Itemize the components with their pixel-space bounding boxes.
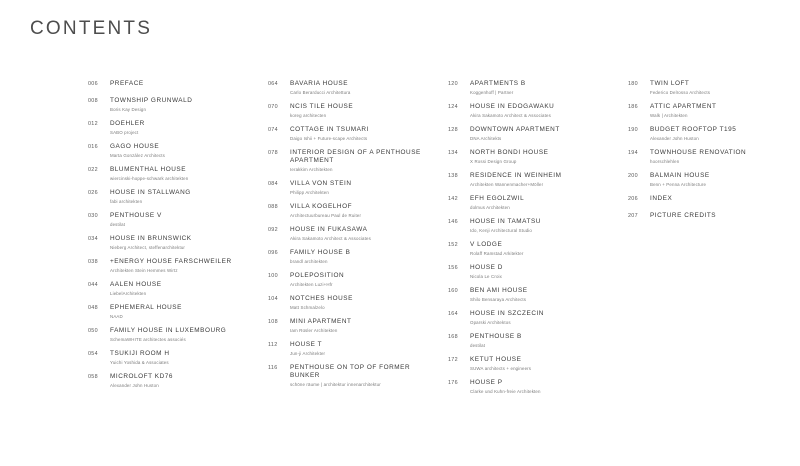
toc-entry-body <box>470 126 608 142</box>
toc-entry-title[interactable]: NCIS TILE HOUSE <box>290 103 354 110</box>
toc-entry-author: Architekten Luzi+Hfr <box>290 281 333 287</box>
toc-page-number: 070 <box>268 103 278 110</box>
toc-entry-body <box>650 212 788 222</box>
toc-page-number: 054 <box>88 350 98 357</box>
contents-column <box>448 80 608 402</box>
toc-entry-author: Alexander John Huston <box>110 382 159 388</box>
toc-entry-title[interactable]: AALEN HOUSE <box>110 281 162 288</box>
toc-entry-author: Clarke und Kuhn-freie Architekten <box>470 388 541 394</box>
toc-entry-body <box>650 149 788 165</box>
toc-entry-title[interactable]: PICTURE CREDITS <box>650 212 717 219</box>
toc-page-number: 146 <box>448 218 458 225</box>
toc-entry[interactable] <box>628 195 788 205</box>
toc-entry[interactable] <box>268 364 428 388</box>
toc-entry-author: Akira Sakamoto Architect & Associates <box>290 235 371 241</box>
toc-entry-body <box>110 281 248 297</box>
toc-page-number: 168 <box>448 333 458 340</box>
toc-entry[interactable] <box>448 241 608 257</box>
toc-entry-body <box>110 304 248 320</box>
toc-entry[interactable] <box>88 80 248 90</box>
toc-entry-body <box>290 272 428 288</box>
toc-entry[interactable] <box>448 356 608 372</box>
toc-entry-body <box>290 126 428 142</box>
toc-entry-author: SUWA architects + engineers <box>470 365 532 371</box>
toc-entry-body <box>650 126 788 142</box>
toc-entry-author: dolmus Architekten <box>470 204 510 210</box>
toc-entry[interactable] <box>268 180 428 196</box>
toc-entry-author: Walk | Architekten <box>650 112 688 118</box>
toc-entry-body <box>290 226 428 242</box>
toc-entry-title[interactable]: HOUSE IN STALLWANG <box>110 189 191 196</box>
toc-page-number: 128 <box>448 126 458 133</box>
toc-entry[interactable] <box>448 264 608 280</box>
toc-entry[interactable] <box>628 103 788 119</box>
toc-page-number: 186 <box>628 103 638 110</box>
toc-entry-author: destilat <box>470 342 486 348</box>
toc-entry-author: wiercinski-hoppe-schwark architekten <box>110 175 189 181</box>
toc-entry-author: Oparski Architektos <box>470 319 511 325</box>
toc-entry-body <box>110 235 248 251</box>
toc-entry-body <box>470 103 608 119</box>
toc-entry-author: Rolaff Ramstad Arkitekter <box>470 250 524 256</box>
toc-entry-author: LiebelArchitekten <box>110 290 147 296</box>
toc-page-number: 006 <box>88 80 98 87</box>
toc-entry-title[interactable]: BUDGET ROOFTOP T195 <box>650 126 737 133</box>
toc-entry-title[interactable]: PENTHOUSE V <box>110 212 162 219</box>
toc-entry-body <box>470 356 608 372</box>
toc-entry[interactable] <box>448 287 608 303</box>
toc-page-number: 078 <box>268 149 278 156</box>
toc-entry[interactable] <box>88 235 248 251</box>
toc-entry-author: Carlo Berarducci Architettura <box>290 89 351 95</box>
toc-page-number: 156 <box>448 264 458 271</box>
toc-entry-author: Jun-ji Architekter <box>290 350 326 356</box>
toc-entry[interactable] <box>268 226 428 242</box>
toc-entry[interactable] <box>448 149 608 165</box>
toc-entry-body <box>110 166 248 182</box>
toc-entry-author: Iam Rüsler Architekten <box>290 327 338 333</box>
toc-page-number: 064 <box>268 80 278 87</box>
toc-entry[interactable] <box>268 203 428 219</box>
toc-page-number: 172 <box>448 356 458 363</box>
toc-page-number: 012 <box>88 120 98 127</box>
toc-entry-body <box>290 80 428 96</box>
toc-entry-author: Akira Sakamoto Architect & Associates <box>470 112 551 118</box>
toc-page-number: 206 <box>628 195 638 202</box>
toc-entry-author: destilat <box>110 221 126 227</box>
toc-entry[interactable] <box>88 212 248 228</box>
toc-entry-title[interactable]: HOUSE T <box>290 341 323 348</box>
toc-entry-author: schöne räume | architektur innenarchitektur <box>290 381 381 387</box>
page-title: CONTENTS <box>30 18 153 39</box>
toc-page-number: 116 <box>268 364 278 371</box>
toc-entry[interactable] <box>628 149 788 165</box>
toc-entry[interactable] <box>88 97 248 113</box>
toc-page-number: 096 <box>268 249 278 256</box>
toc-page-number: 190 <box>628 126 638 133</box>
toc-entry-title[interactable]: HOUSE IN SZCZECIN <box>470 310 544 317</box>
toc-entry[interactable] <box>628 212 788 222</box>
toc-entry-title[interactable]: VILLA KOGELHOF <box>290 203 353 210</box>
toc-entry-body <box>290 318 428 334</box>
toc-entry[interactable] <box>88 373 248 389</box>
toc-page-number: 100 <box>268 272 278 279</box>
toc-entry[interactable] <box>268 80 428 96</box>
toc-page-number: 016 <box>88 143 98 150</box>
toc-page-number: 207 <box>628 212 638 219</box>
toc-entry-body <box>110 97 248 113</box>
toc-entry-title[interactable]: BAVARIA HOUSE <box>290 80 349 87</box>
toc-page-number: 134 <box>448 149 458 156</box>
toc-entry[interactable] <box>448 103 608 119</box>
toc-entry-author: Alexander John Huston <box>650 135 699 141</box>
toc-page-number: 058 <box>88 373 98 380</box>
toc-entry-title[interactable]: BLUMENTHAL HOUSE <box>110 166 187 173</box>
toc-entry-title[interactable]: GAGO HOUSE <box>110 143 160 150</box>
toc-entry-title[interactable]: NORTH BONDI HOUSE <box>470 149 549 156</box>
toc-entry[interactable] <box>88 166 248 182</box>
toc-entry-body <box>470 333 608 349</box>
toc-page-number: 152 <box>448 241 458 248</box>
toc-entry[interactable] <box>628 172 788 188</box>
toc-entry[interactable] <box>448 126 608 142</box>
toc-entry-body <box>470 195 608 211</box>
toc-entry[interactable] <box>268 318 428 334</box>
toc-entry[interactable] <box>88 258 248 274</box>
toc-entry-title[interactable]: VILLA VON STEIN <box>290 180 352 187</box>
toc-entry[interactable] <box>88 327 248 343</box>
toc-page-number: 038 <box>88 258 98 265</box>
toc-entry-title[interactable]: PREFACE <box>110 80 144 87</box>
toc-entry-title[interactable]: ATTIC APARTMENT <box>650 103 717 110</box>
toc-entry-author: hoorschlehlen <box>650 158 680 164</box>
toc-page-number: 030 <box>88 212 98 219</box>
toc-entry-body <box>470 149 608 165</box>
toc-entry-author: SABO project <box>110 129 139 135</box>
toc-entry-body <box>110 120 248 136</box>
toc-entry[interactable] <box>448 310 608 326</box>
toc-entry-title[interactable]: DOWNTOWN APARTMENT <box>470 126 560 133</box>
toc-entry[interactable] <box>88 143 248 159</box>
toc-entry[interactable] <box>88 350 248 366</box>
toc-entry-title[interactable]: INTERIOR DESIGN OF A PENTHOUSE APARTMENT <box>290 149 421 164</box>
toc-entry-title[interactable]: TSUKIJI ROOM H <box>110 350 170 357</box>
toc-entry[interactable] <box>448 333 608 349</box>
toc-entry-title[interactable]: TOWNSHIP GRUNWALD <box>110 97 193 104</box>
toc-page-number: 074 <box>268 126 278 133</box>
toc-entry-title[interactable]: INDEX <box>650 195 673 202</box>
toc-page-number: 034 <box>88 235 98 242</box>
contents-column <box>88 80 248 396</box>
toc-entry-body <box>470 287 608 303</box>
toc-entry[interactable] <box>268 149 428 173</box>
toc-entry-title[interactable]: +ENERGY HOUSE FARSCHWEILER <box>110 258 232 265</box>
toc-page-number: 022 <box>88 166 98 173</box>
toc-entry[interactable] <box>628 126 788 142</box>
toc-entry-title[interactable]: PENTHOUSE ON TOP OF FORMER BUNKER <box>290 364 411 379</box>
toc-page-number: 050 <box>88 327 98 334</box>
toc-entry-body <box>470 264 608 280</box>
toc-page-number: 044 <box>88 281 98 288</box>
toc-entry-body <box>650 80 788 96</box>
toc-entry[interactable] <box>268 103 428 119</box>
toc-entry[interactable] <box>268 249 428 265</box>
toc-page-number: 048 <box>88 304 98 311</box>
toc-entry[interactable] <box>268 272 428 288</box>
contents-columns <box>88 80 788 402</box>
toc-entry[interactable] <box>628 80 788 96</box>
toc-entry-title[interactable]: FAMILY HOUSE B <box>290 249 351 256</box>
toc-entry-title[interactable]: HOUSE IN TAMATSU <box>470 218 541 225</box>
toc-entry-author: Philipp Architekten <box>290 189 329 195</box>
toc-entry-author: Architekten Wannenmacher+Möller <box>470 181 544 187</box>
toc-entry-author: Daigo Ishii + Future-scape Architects <box>290 135 368 141</box>
toc-entry-author: Shilo Bensaraya Architects <box>470 296 527 302</box>
toc-entry-title[interactable]: NOTCHES HOUSE <box>290 295 353 302</box>
toc-entry[interactable] <box>268 126 428 142</box>
toc-entry-title[interactable]: COTTAGE IN TSUMARI <box>290 126 369 133</box>
toc-entry-author: Boris Kay Design <box>110 106 147 112</box>
toc-entry-author: brandl architekten <box>290 258 328 264</box>
toc-entry[interactable] <box>448 195 608 211</box>
toc-entry-title[interactable]: HOUSE IN FUKASAWA <box>290 226 368 233</box>
toc-page-number: 160 <box>448 287 458 294</box>
toc-entry-title[interactable]: HOUSE IN BRUNSWICK <box>110 235 192 242</box>
toc-page-number: 142 <box>448 195 458 202</box>
toc-entry[interactable] <box>448 379 608 395</box>
toc-entry-body <box>470 218 608 234</box>
toc-entry-body <box>470 241 608 257</box>
toc-entry-body <box>110 350 248 366</box>
toc-entry-title[interactable]: DOEHLER <box>110 120 145 127</box>
toc-entry-body <box>290 341 428 357</box>
toc-entry-author: Nicola Le Croix <box>470 273 503 279</box>
toc-entry-author: Matt Schmalzelo <box>290 304 325 310</box>
toc-page-number: 124 <box>448 103 458 110</box>
toc-entry-title[interactable]: RESIDENCE IN WEINHEIM <box>470 172 562 179</box>
toc-page-number: 026 <box>88 189 98 196</box>
toc-page-number: 108 <box>268 318 278 325</box>
toc-entry-title[interactable]: KETUT HOUSE <box>470 356 522 363</box>
toc-page-number: 164 <box>448 310 458 317</box>
toc-page-number: 180 <box>628 80 638 87</box>
contents-column <box>268 80 428 395</box>
toc-entry-title[interactable]: MINI APARTMENT <box>290 318 352 325</box>
toc-entry-title[interactable]: V LODGE <box>470 241 503 248</box>
toc-entry-body <box>470 80 608 96</box>
toc-entry-author: NAAD <box>110 313 123 319</box>
toc-entry-title[interactable]: BALMAIN HOUSE <box>650 172 710 179</box>
toc-page-number: 104 <box>268 295 278 302</box>
toc-entry-title[interactable]: MICROLOFT KD76 <box>110 373 173 380</box>
toc-entry-body <box>110 327 248 343</box>
toc-page-number: 084 <box>268 180 278 187</box>
toc-entry-title[interactable]: HOUSE P <box>470 379 503 386</box>
toc-entry-author: Nieberg Architect, steffenarchitektur <box>110 244 186 250</box>
toc-entry-body <box>650 195 788 205</box>
toc-entry-title[interactable]: TWIN LOFT <box>650 80 690 87</box>
toc-entry[interactable] <box>448 218 608 234</box>
toc-page-number: 138 <box>448 172 458 179</box>
toc-entry[interactable] <box>88 189 248 205</box>
toc-entry-author: koreg architecten <box>290 112 327 118</box>
toc-entry[interactable] <box>268 341 428 357</box>
toc-entry-author: Ido, Kenji Architectural Studio <box>470 227 533 233</box>
toc-entry-author: DNA Architekts <box>470 135 502 141</box>
toc-entry-body <box>110 189 248 205</box>
toc-entry-author: Architectuurbureau Paul de Ruiter <box>290 212 362 218</box>
toc-entry-title[interactable]: FAMILY HOUSE IN LUXEMBOURG <box>110 327 227 334</box>
toc-entry[interactable] <box>448 80 608 96</box>
toc-page-number: 088 <box>268 203 278 210</box>
toc-entry-body <box>650 103 788 119</box>
toc-entry-author: Architekten Stein Hemmes Wirtz <box>110 267 178 273</box>
toc-entry-title[interactable]: HOUSE D <box>470 264 503 271</box>
toc-entry-title[interactable]: EPHEMERAL HOUSE <box>110 304 182 311</box>
toc-entry-author: Benn + Penna Architecture <box>650 181 707 187</box>
toc-entry-body <box>110 373 248 389</box>
toc-page-number: 092 <box>268 226 278 233</box>
toc-entry-body <box>290 103 428 119</box>
toc-entry-title[interactable]: APARTMENTS B <box>470 80 526 87</box>
toc-entry[interactable] <box>88 304 248 320</box>
toc-entry-body <box>650 172 788 188</box>
toc-entry-body <box>290 149 428 173</box>
toc-entry[interactable] <box>88 281 248 297</box>
toc-entry-body <box>470 310 608 326</box>
toc-entry[interactable] <box>88 120 248 136</box>
toc-page-number: 112 <box>268 341 278 348</box>
toc-page-number: 120 <box>448 80 458 87</box>
toc-page-number: 008 <box>88 97 98 104</box>
toc-entry-title[interactable]: PENTHOUSE B <box>470 333 522 340</box>
toc-entry-title[interactable]: BEN AMI HOUSE <box>470 287 528 294</box>
toc-entry-author: Marta González Architects <box>110 152 165 158</box>
toc-entry-body <box>290 295 428 311</box>
toc-entry[interactable] <box>448 172 608 188</box>
toc-entry-author: fabi architekten <box>110 198 143 204</box>
toc-page-number: 176 <box>448 379 458 386</box>
toc-page-number: 194 <box>628 149 638 156</box>
toc-entry-body <box>470 172 608 188</box>
toc-entry-title[interactable]: HOUSE IN EDOGAWAKU <box>470 103 555 110</box>
toc-entry[interactable] <box>268 295 428 311</box>
contents-column <box>628 80 788 229</box>
toc-entry-author: Yuichi Yoshida & Associates <box>110 359 169 365</box>
toc-entry-body <box>290 249 428 265</box>
toc-entry-body <box>290 203 428 219</box>
toc-entry-body <box>110 212 248 228</box>
toc-entry-author: Koggenhoff | Partner <box>470 89 514 95</box>
toc-entry-author: Ierakkim Architekten <box>290 166 333 172</box>
toc-entry-body <box>110 143 248 159</box>
toc-entry-body <box>470 379 608 395</box>
toc-entry-body <box>290 180 428 196</box>
toc-entry-body <box>110 258 248 274</box>
toc-entry-author: Federico Delrosso Architects <box>650 89 711 95</box>
toc-entry-title[interactable]: TOWNHOUSE RENOVATION <box>650 149 747 156</box>
toc-entry-body <box>290 364 428 388</box>
toc-entry-title[interactable]: EFH EGOLZWIL <box>470 195 525 202</box>
toc-entry-author: X Rossi Design Group <box>470 158 517 164</box>
toc-page-number: 200 <box>628 172 638 179</box>
toc-entry-title[interactable]: POLEPOSITION <box>290 272 345 279</box>
toc-entry-body <box>110 80 248 90</box>
toc-entry-author: SchemaWHITE architectes associés <box>110 336 186 342</box>
